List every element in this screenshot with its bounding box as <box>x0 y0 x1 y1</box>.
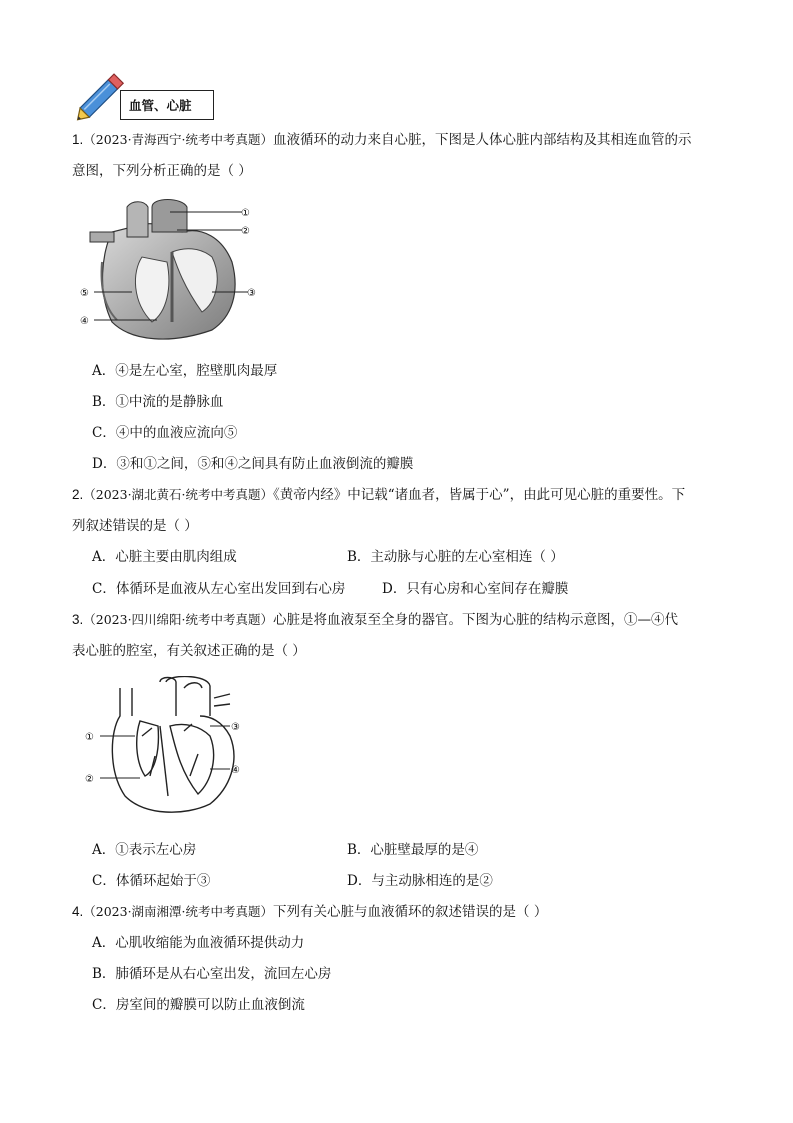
q3-option-a[interactable]: A．①表示左心房 <box>92 842 197 858</box>
question-stem: 血液循环的动力来自心脏，下图是人体心脏内部结构及其相连血管的示 <box>273 132 692 148</box>
label-4: ④ <box>80 316 89 327</box>
question-number: 4. <box>72 904 84 919</box>
q2-option-d[interactable]: D．只有心房和心室间存在瓣膜 <box>382 581 569 597</box>
question-number: 2. <box>72 487 84 502</box>
section-title: 血管、心脏 <box>120 90 214 120</box>
q2-option-a[interactable]: A．心脏主要由肌肉组成 <box>92 549 237 565</box>
question-stem: 下列有关心脏与血液循环的叙述错误的是（ ） <box>273 904 548 920</box>
label-2: ② <box>85 774 94 785</box>
q4-option-b[interactable]: B．肺循环是从右心室出发，流回左心房 <box>92 966 332 982</box>
question-source: （2023·四川绵阳·统考中考真题） <box>83 612 274 627</box>
q2-option-c[interactable]: C．体循环是血液从左心室出发回到右心房 <box>92 581 346 597</box>
q3-option-c[interactable]: C．体循环起始于③ <box>92 873 211 889</box>
label-4: ④ <box>231 765 240 776</box>
q4-option-c[interactable]: C．房室间的瓣膜可以防止血液倒流 <box>92 997 305 1013</box>
question-stem: 心脏是将血液泵至全身的器官。下图为心脏的结构示意图，①—④代 <box>273 612 679 628</box>
question-source: （2023·湖北黄石·统考中考真题） <box>83 487 274 502</box>
question-1 <box>72 130 732 150</box>
question-3-stem-cont: 表心脏的腔室，有关叙述正确的是（ ） <box>72 643 306 659</box>
label-3: ③ <box>247 288 256 299</box>
question-2-stem-cont: 列叙述错误的是（ ） <box>72 518 198 534</box>
question-number: 1. <box>72 132 84 147</box>
q1-option-b[interactable]: B．①中流的是静脉血 <box>92 394 224 410</box>
q1-option-c[interactable]: C．④中的血液应流向⑤ <box>92 425 238 441</box>
question-number: 3. <box>72 612 84 627</box>
q2-option-b[interactable]: B．主动脉与心脏的左心室相连（ ） <box>347 549 564 565</box>
section-header <box>72 68 222 124</box>
question-source: （2023·青海西宁·统考中考真题） <box>83 132 274 147</box>
heart-diagram-1 <box>72 192 272 352</box>
question-2 <box>72 485 732 505</box>
q3-option-b[interactable]: B．心脏壁最厚的是④ <box>347 842 479 858</box>
q1-option-a[interactable]: A．④是左心室，腔壁肌肉最厚 <box>92 363 278 379</box>
label-5: ⑤ <box>80 288 89 299</box>
q1-option-d[interactable]: D．③和①之间，⑤和④之间具有防止血液倒流的瓣膜 <box>92 456 414 472</box>
label-1: ① <box>241 208 250 219</box>
question-1-stem-cont: 意图，下列分析正确的是（ ） <box>72 163 252 179</box>
heart-diagram-2 <box>80 676 260 826</box>
question-source: （2023·湖南湘潭·统考中考真题） <box>83 904 274 919</box>
q3-option-d[interactable]: D．与主动脉相连的是② <box>347 873 493 889</box>
label-1: ① <box>85 732 94 743</box>
question-3 <box>72 610 732 630</box>
question-4 <box>72 902 732 922</box>
label-2: ② <box>241 226 250 237</box>
label-3: ③ <box>231 722 240 733</box>
q4-option-a[interactable]: A．心肌收缩能为血液循环提供动力 <box>92 935 305 951</box>
question-stem: 《黄帝内经》中记载“诸血者，皆属于心”，由此可见心脏的重要性。下 <box>273 487 686 503</box>
